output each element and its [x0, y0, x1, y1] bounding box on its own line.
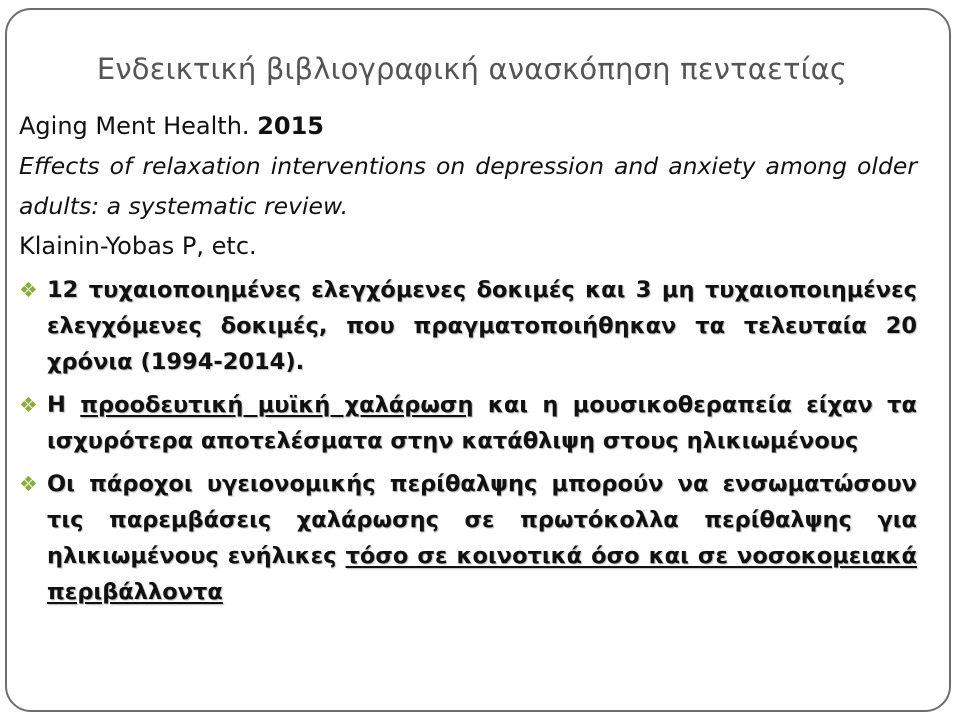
reference-year: 2015 — [257, 112, 324, 140]
bullet-list — [19, 272, 917, 610]
reference-authors: Klainin-Yobas P, etc. — [19, 232, 257, 260]
bullet-text: 12 τυχαιοποιημένες ελεγχόμενες δοκιμές και 3 μη τυχαιοποιημένες ελεγχόμενες δοκιμές, που πραγματοποιήθηκαν τα τελευταία 20 χρόνια (1994-2014). — [47, 277, 917, 375]
bullet-suffix: και η μουσικοθεραπεία είχαν τα ισχυρότερα αποτελέσματα στην κατάθλιψη στους ηλικιωμένους — [47, 392, 917, 454]
bullet-prefix: Η — [47, 392, 66, 418]
bullet-item-results — [19, 387, 917, 459]
bullet-underlined-text: προοδευτική μυϊκή χαλάρωση — [80, 392, 474, 418]
slide-content — [19, 106, 917, 617]
diamond-bullet-icon: ❖ — [19, 393, 38, 417]
diamond-bullet-icon: ❖ — [19, 278, 38, 302]
reference-journal-line — [19, 106, 917, 146]
slide-frame — [5, 8, 951, 712]
reference-article-title: Effects of relaxation interventions on depression and anxiety among older adults: a systematic review. — [19, 152, 917, 220]
slide-title: Ενδεικτική βιβλιογραφική ανασκόπηση πενταετίας — [96, 52, 848, 86]
bullet-item-recommendation — [19, 466, 917, 610]
diamond-bullet-icon: ❖ — [19, 472, 38, 496]
bullet-prefix: Οι πάροχοι υγειονομικής περίθαλψης μπορούν να ενσωματώσουν τις παρεμβάσεις χαλάρωσης σε πρωτόκολλα περίθαλψης για ηλικιωμένους ενήλικες — [47, 471, 917, 569]
bullet-item-studies — [19, 272, 917, 380]
bullet-underlined-text: τόσο σε κοινοτικά όσο και σε νοσοκομειακά περιβάλλοντα — [47, 543, 917, 605]
reference-journal: Aging Ment Health. — [19, 112, 250, 140]
